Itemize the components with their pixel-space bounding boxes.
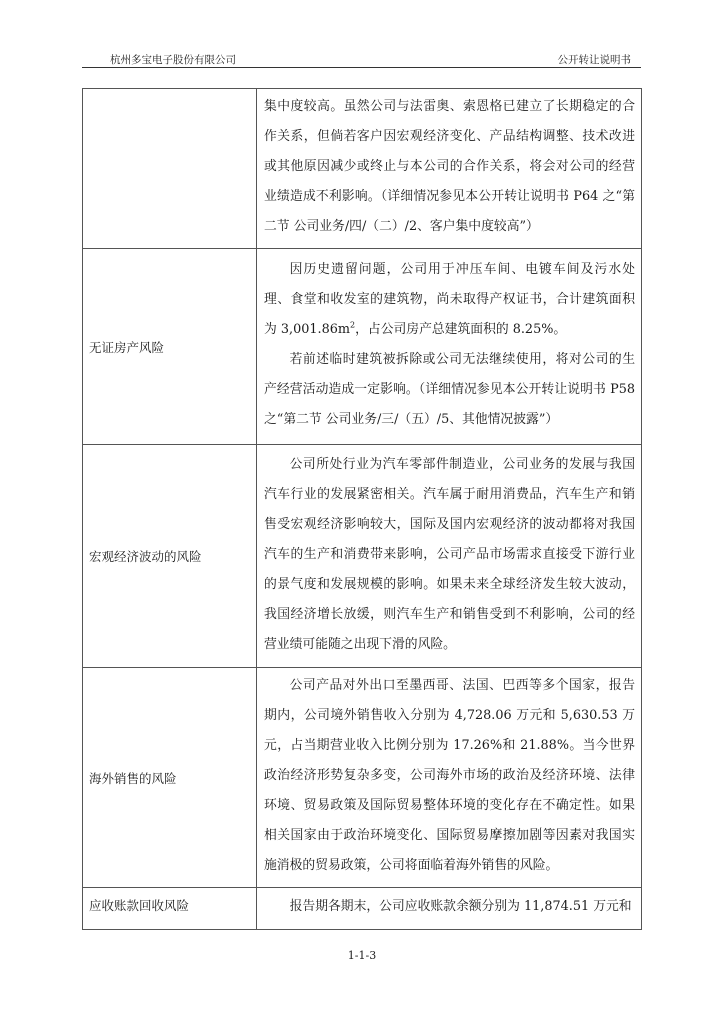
risk-description [257,888,642,930]
paragraph: 公司产品对外出口至墨西哥、法国、巴西等多个国家，报告期内，公司境外销售收入分别为 4,728.06 万元和 5,630.53 万元，占当期营业收入比例分别为 17.26%和 21.88%。当今世界政治经济形势复杂多变，公司海外市场的政治及经济环境、法律环境、贸易政策及国际贸易整体环境的变化存在不确定性。如果相关国家由于政治环境变化、国际贸易摩擦加剧等因素对我国实施消极的贸易政策，公司将面临着海外销售的风险。 [264,678,635,873]
company-name: 杭州多宝电子股份有限公司 [110,54,236,66]
page-header [82,52,641,68]
risk-description [257,668,642,888]
table-row [83,89,642,249]
paragraph: 报告期各期末，公司应收账款余额分别为 11,874.51 万元和 [289,899,632,914]
risk-description [257,89,642,249]
risk-label [83,89,257,249]
paragraph: 若前述临时建筑被拆除或公司无法继续使用，将对公司的生产经营活动造成一定影响。（详细情况参见本公开转让说明书 P58 之“第二节 公司业务/三/（五）/5、其他情况披露”） [264,352,635,427]
table-row [83,445,642,668]
risk-label: 宏观经济波动的风险 [83,445,257,668]
paragraph: 集中度较高。虽然公司与法雷奥、索恩格已建立了长期稳定的合作关系，但倘若客户因宏观经济变化、产品结构调整、技术改进或其他原因减少或终止与本公司的合作关系，将会对公司的经营业绩造成不利影响。（详细情况参见本公开转让说明书 P64 之“第二节 公司业务/四/（二）/2、客户集中度较高”） [264,99,635,234]
paragraph-text: 因历史遗留问题，公司用于冲压车间、电镀车间及污水处理、食堂和收发室的建筑物，尚未取得产权证书，合计建筑面积为 3,001.86m [264,262,635,337]
paragraph-text-tail: ，占公司房产总建筑面积的 8.25%。 [355,322,567,337]
paragraph: 公司所处行业为汽车零部件制造业，公司业务的发展与我国汽车行业的发展紧密相关。汽车属于耐用消费品，汽车生产和销售受宏观经济影响较大，国际及国内宏观经济的波动都将对我国汽车的生产和消费带来影响，公司产品市场需求直接受下游行业的景气度和发展规模的影响。如果未来全球经济发生较大波动，我国经济增长放缓，则汽车生产和销售受到不利影响，公司的经营业绩可能随之出现下滑的风险。 [264,456,635,652]
document-title: 公开转让说明书 [557,54,631,66]
area-unit-superscript: 2 [350,320,356,330]
paragraph [264,255,635,345]
table-row [83,668,642,888]
risk-label: 无证房产风险 [83,249,257,445]
header-divider [82,67,641,68]
page-number: 1-1-3 [347,949,377,962]
risk-description [257,249,642,445]
risk-description [257,445,642,668]
table-row [83,888,642,930]
risk-label: 海外销售的风险 [83,668,257,888]
table-row [83,249,642,445]
risk-label: 应收账款回收风险 [83,888,257,930]
risk-table [82,88,642,930]
